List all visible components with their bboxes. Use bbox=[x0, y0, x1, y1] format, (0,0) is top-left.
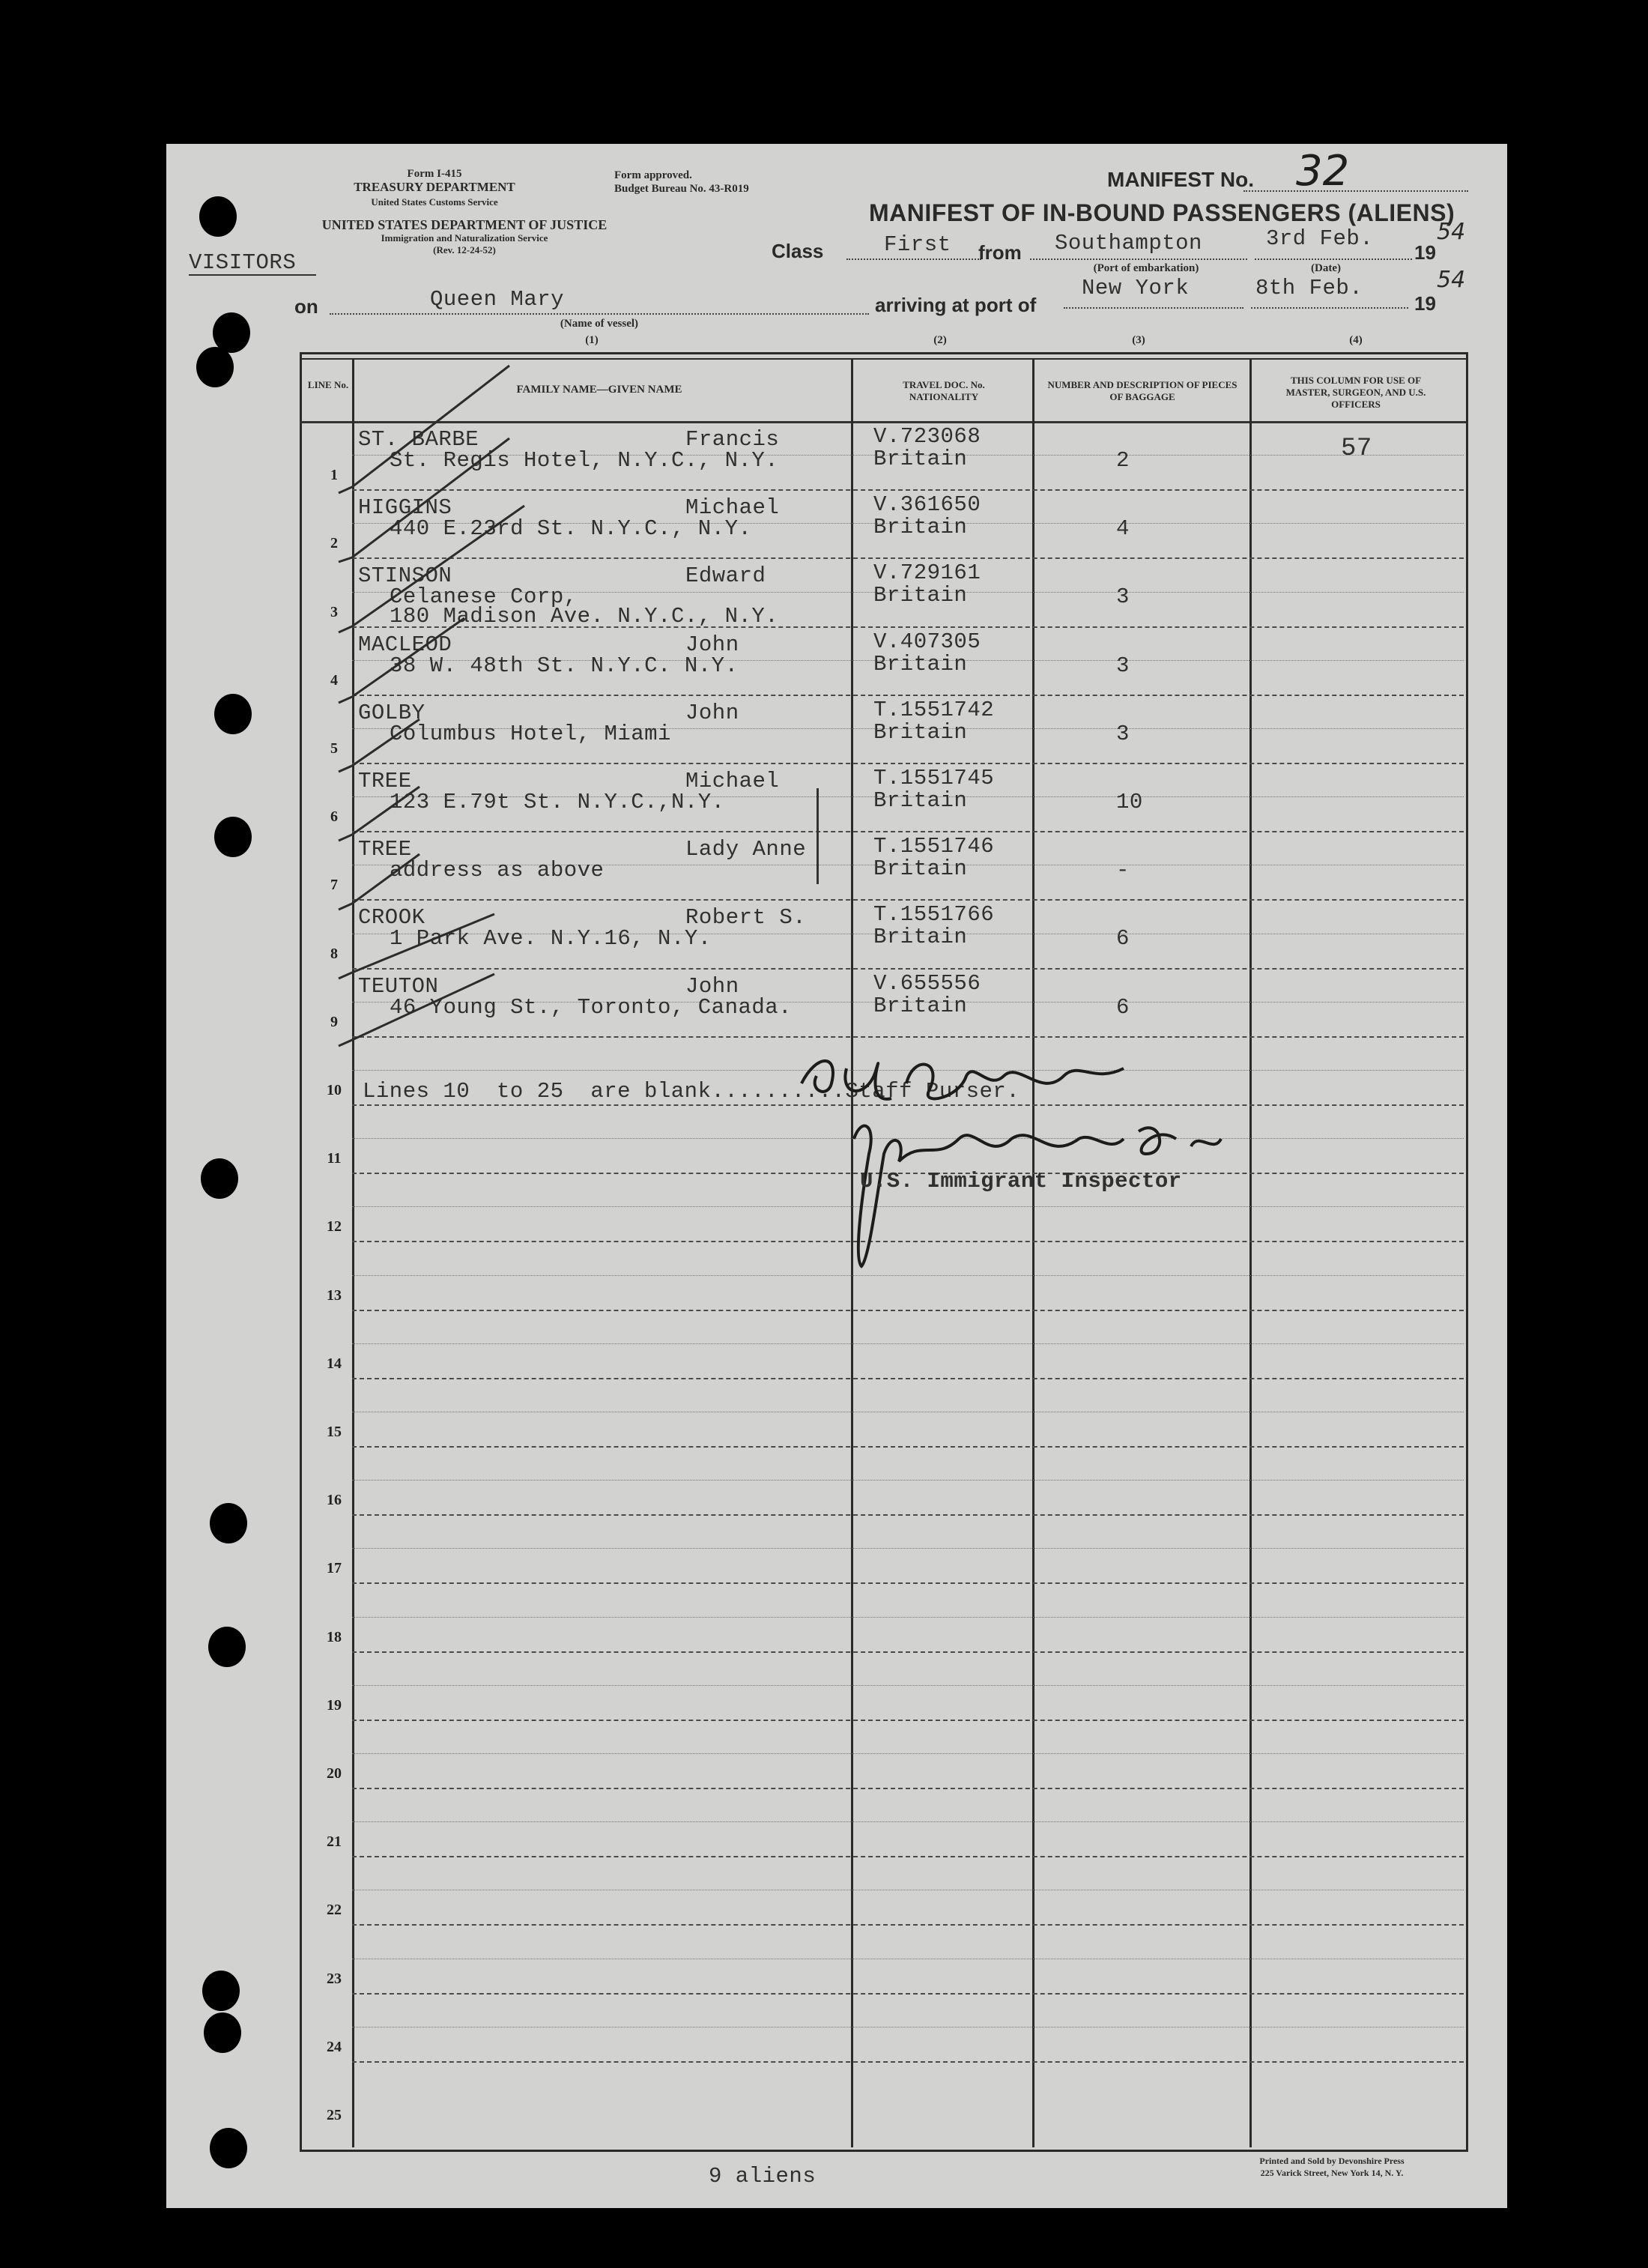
travel-doc-number: T.1551745 bbox=[873, 766, 995, 790]
travel-doc-number: V.723068 bbox=[873, 424, 981, 449]
line-number: 16 bbox=[327, 1492, 342, 1508]
manifest-no-label: MANIFEST No. bbox=[1107, 168, 1254, 191]
passenger-family-name: MACLEOD bbox=[358, 632, 452, 657]
header-name: FAMILY NAME—GIVEN NAME bbox=[516, 384, 682, 396]
on-label: on bbox=[294, 295, 318, 318]
check-mark bbox=[339, 974, 494, 1046]
line-number: 12 bbox=[327, 1218, 342, 1235]
header-baggage: NUMBER AND DESCRIPTION OF PIECES OF BAGGAGE bbox=[1047, 379, 1237, 402]
line-number: 15 bbox=[327, 1424, 342, 1440]
line-number: 23 bbox=[327, 1971, 342, 1987]
line-number: 8 bbox=[330, 946, 338, 962]
baggage-count: 2 bbox=[1116, 448, 1130, 473]
passenger-address: Columbus Hotel, Miami bbox=[390, 722, 671, 746]
form-approved: Form approved. bbox=[614, 169, 692, 181]
baggage-count: - bbox=[1116, 858, 1130, 883]
line-number: 24 bbox=[327, 2039, 342, 2055]
passenger-address: St. Regis Hotel, N.Y.C., N.Y. bbox=[390, 448, 779, 473]
check-mark bbox=[339, 506, 524, 632]
passenger-nationality: Britain bbox=[873, 994, 968, 1018]
arrival-year-prefix: 19 bbox=[1414, 292, 1436, 315]
line-number: 11 bbox=[327, 1150, 342, 1167]
check-mark bbox=[339, 438, 509, 562]
budget-bureau: Budget Bureau No. 43-R019 bbox=[614, 183, 749, 195]
line-number: 19 bbox=[327, 1697, 342, 1714]
passenger-family-name: ST. BARBE bbox=[358, 427, 479, 452]
passenger-address: 46 Young St., Toronto, Canada. bbox=[390, 995, 793, 1020]
passenger-nationality: Britain bbox=[873, 788, 968, 813]
col4-number: (4) bbox=[1349, 334, 1363, 346]
passenger-nationality: Britain bbox=[873, 720, 968, 745]
vessel-caption: (Name of vessel) bbox=[560, 318, 639, 330]
printer-name: Printed and Sold by Devonshire Press bbox=[1259, 2156, 1405, 2166]
check-mark bbox=[339, 366, 509, 493]
col3-number: (3) bbox=[1132, 334, 1145, 346]
passenger-address: 440 E.23rd St. N.Y.C., N.Y. bbox=[390, 516, 752, 541]
line-number: 6 bbox=[330, 808, 338, 825]
date-caption: (Date) bbox=[1311, 262, 1341, 274]
travel-doc-number: V.655556 bbox=[873, 971, 981, 996]
passenger-given-name: John bbox=[685, 632, 739, 657]
passenger-nationality: Britain bbox=[873, 925, 968, 949]
passenger-nationality: Britain bbox=[873, 652, 968, 677]
printer-address: 225 Varick Street, New York 14, N. Y. bbox=[1260, 2168, 1404, 2178]
year-prefix: 19 bbox=[1414, 241, 1436, 264]
line-number: 14 bbox=[327, 1355, 342, 1372]
baggage-count: 4 bbox=[1116, 516, 1130, 541]
passenger-given-name: Robert S. bbox=[685, 905, 807, 930]
passenger-given-name: Lady Anne bbox=[685, 837, 807, 862]
line-number: 22 bbox=[327, 1902, 342, 1918]
line-number: 3 bbox=[330, 604, 338, 620]
passenger-given-name: John bbox=[685, 974, 739, 999]
passenger-address: 123 E.79t St. N.Y.C.,N.Y. bbox=[390, 790, 725, 814]
baggage-count: 3 bbox=[1116, 584, 1130, 609]
travel-doc-number: V.361650 bbox=[873, 492, 981, 517]
arrival-port: New York bbox=[1082, 276, 1190, 300]
officer-note: 57 bbox=[1341, 435, 1372, 463]
passenger-address: Celanese Corp, bbox=[390, 584, 578, 609]
line-number: 13 bbox=[327, 1287, 342, 1304]
passenger-nationality: Britain bbox=[873, 515, 968, 539]
baggage-count: 6 bbox=[1116, 995, 1130, 1020]
line-number: 5 bbox=[330, 740, 338, 757]
baggage-count: 10 bbox=[1116, 790, 1143, 814]
passenger-given-name: Francis bbox=[685, 427, 780, 452]
passenger-family-name: GOLBY bbox=[358, 701, 425, 725]
passenger-nationality: Britain bbox=[873, 583, 968, 608]
travel-doc-number: T.1551742 bbox=[873, 698, 995, 722]
check-mark bbox=[339, 787, 419, 841]
from-label: from bbox=[978, 241, 1022, 264]
passenger-family-name: HIGGINS bbox=[358, 495, 452, 520]
header-line-no: LINE No. bbox=[307, 379, 349, 390]
col1-number: (1) bbox=[585, 334, 599, 346]
customs-service: United States Customs Service bbox=[371, 196, 498, 208]
passenger-nationality: Britain bbox=[873, 856, 968, 881]
line-number: 4 bbox=[330, 672, 338, 689]
check-mark bbox=[339, 719, 419, 772]
baggage-count: 3 bbox=[1116, 653, 1130, 678]
line-number: 18 bbox=[327, 1629, 342, 1645]
passenger-family-name: TEUTON bbox=[358, 974, 439, 999]
passenger-address: address as above bbox=[390, 858, 605, 883]
passenger-family-name: TREE bbox=[358, 769, 412, 793]
col2-number: (2) bbox=[933, 334, 947, 346]
treasury-dept: TREASURY DEPARTMENT bbox=[354, 180, 515, 194]
travel-doc-number: V.407305 bbox=[873, 629, 981, 654]
line-number: 20 bbox=[327, 1765, 342, 1782]
passenger-given-name: Edward bbox=[685, 563, 766, 588]
baggage-count: 3 bbox=[1116, 722, 1130, 746]
form-number: Form I-415 bbox=[407, 168, 462, 180]
arriving-label: arriving at port of bbox=[875, 294, 1037, 316]
visitors-stamp: VISITORS bbox=[189, 250, 297, 275]
passenger-given-name: Michael bbox=[685, 769, 780, 793]
line-number: 2 bbox=[330, 535, 338, 551]
justice-dept: UNITED STATES DEPARTMENT OF JUSTICE bbox=[321, 217, 608, 232]
check-mark bbox=[339, 854, 419, 910]
year-value: 54 bbox=[1437, 219, 1466, 245]
header-officers: THIS COLUMN FOR USE OF MASTER, SURGEON, AND U.S. OFFICERS bbox=[1285, 375, 1426, 410]
header-travel-doc: TRAVEL DOC. No. NATIONALITY bbox=[903, 379, 985, 402]
passenger-address: 1 Park Ave. N.Y.16, N.Y. bbox=[390, 926, 712, 951]
class-label: Class bbox=[772, 240, 824, 262]
arrival-date: 8th Feb. bbox=[1255, 276, 1363, 300]
passenger-address-2: 180 Madison Ave. N.Y.C., N.Y. bbox=[390, 604, 779, 629]
port-caption: (Port of embarkation) bbox=[1093, 262, 1199, 274]
ins-service: Immigration and Naturalization Service bbox=[381, 232, 548, 244]
baggage-count: 6 bbox=[1116, 926, 1130, 951]
passenger-family-name: TREE bbox=[358, 837, 412, 862]
manifest-title: MANIFEST OF IN-BOUND PASSENGERS (ALIENS) bbox=[869, 199, 1455, 226]
line-number: 21 bbox=[327, 1833, 342, 1850]
passenger-given-name: John bbox=[685, 701, 739, 725]
aliens-count: 9 aliens bbox=[709, 2164, 817, 2189]
inspector-label: U.S. Immigrant Inspector bbox=[860, 1169, 1182, 1194]
line-number: 10 bbox=[327, 1082, 342, 1098]
line-number: 17 bbox=[327, 1560, 342, 1576]
line-number: 1 bbox=[330, 467, 338, 483]
travel-doc-number: V.729161 bbox=[873, 560, 981, 585]
passenger-nationality: Britain bbox=[873, 447, 968, 471]
line-number: 9 bbox=[330, 1014, 338, 1030]
check-mark bbox=[339, 618, 464, 703]
revision: (Rev. 12-24-52) bbox=[433, 244, 496, 255]
blank-lines-note: Lines 10 to 25 are blank..........Staff Purser. bbox=[363, 1079, 1020, 1104]
class-value: First bbox=[884, 232, 951, 257]
check-mark bbox=[339, 914, 494, 979]
passenger-family-name: STINSON bbox=[358, 563, 452, 588]
manifest-no-value: 32 bbox=[1296, 147, 1350, 196]
travel-doc-number: T.1551746 bbox=[873, 834, 995, 859]
passenger-address: 38 W. 48th St. N.Y.C. N.Y. bbox=[390, 653, 739, 678]
arrival-year-value: 54 bbox=[1437, 267, 1466, 293]
vessel-name: Queen Mary bbox=[430, 287, 565, 312]
passenger-family-name: CROOK bbox=[358, 905, 425, 930]
line-number: 7 bbox=[330, 877, 338, 893]
line-number: 25 bbox=[327, 2107, 342, 2123]
departure-date: 3rd Feb. bbox=[1266, 226, 1374, 251]
travel-doc-number: T.1551766 bbox=[873, 902, 995, 927]
from-value: Southampton bbox=[1055, 231, 1202, 255]
passenger-given-name: Michael bbox=[685, 495, 780, 520]
